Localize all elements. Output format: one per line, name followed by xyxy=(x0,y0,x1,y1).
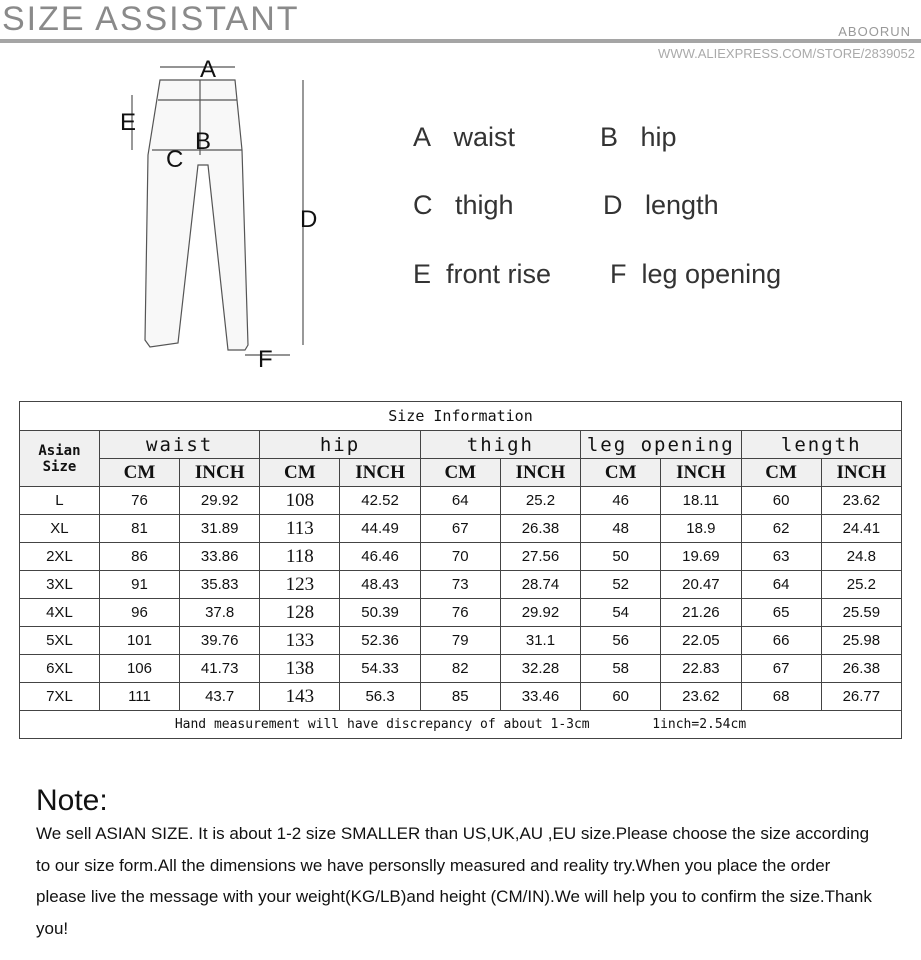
size-cell: L xyxy=(20,487,100,515)
legend-b: B hip xyxy=(600,122,677,152)
value-cell: 33.86 xyxy=(180,543,260,571)
value-cell: 54 xyxy=(581,599,661,627)
value-cell: 85 xyxy=(420,683,500,711)
value-cell: 63 xyxy=(741,543,821,571)
table-row xyxy=(20,515,902,543)
unit-header: INCH xyxy=(661,459,741,487)
value-cell: 50.39 xyxy=(340,599,420,627)
table-row xyxy=(20,655,902,683)
value-cell: 133 xyxy=(260,627,340,655)
value-cell: 35.83 xyxy=(180,571,260,599)
value-cell: 29.92 xyxy=(180,487,260,515)
value-cell: 62 xyxy=(741,515,821,543)
value-cell: 22.05 xyxy=(661,627,741,655)
table-row xyxy=(20,599,902,627)
size-cell: XL xyxy=(20,515,100,543)
unit-header: CM xyxy=(581,459,661,487)
unit-header: INCH xyxy=(500,459,580,487)
value-cell: 67 xyxy=(741,655,821,683)
size-cell: 3XL xyxy=(20,571,100,599)
legend-c: C thigh xyxy=(413,190,514,220)
value-cell: 21.26 xyxy=(661,599,741,627)
brand-name: ABOORUN xyxy=(838,24,911,39)
value-cell: 43.7 xyxy=(180,683,260,711)
value-cell: 26.38 xyxy=(500,515,580,543)
value-cell: 31.89 xyxy=(180,515,260,543)
group-header: thigh xyxy=(420,431,580,459)
value-cell: 91 xyxy=(99,571,179,599)
value-cell: 32.28 xyxy=(500,655,580,683)
header-divider xyxy=(0,39,921,43)
size-cell: 5XL xyxy=(20,627,100,655)
value-cell: 81 xyxy=(99,515,179,543)
value-cell: 46 xyxy=(581,487,661,515)
value-cell: 70 xyxy=(420,543,500,571)
table-row xyxy=(20,683,902,711)
value-cell: 19.69 xyxy=(661,543,741,571)
value-cell: 39.76 xyxy=(180,627,260,655)
value-cell: 24.8 xyxy=(821,543,901,571)
unit-header: INCH xyxy=(821,459,901,487)
unit-header: CM xyxy=(420,459,500,487)
value-cell: 52 xyxy=(581,571,661,599)
table-row xyxy=(20,487,902,515)
diagram-label-d: D xyxy=(300,206,318,233)
value-cell: 22.83 xyxy=(661,655,741,683)
value-cell: 29.92 xyxy=(500,599,580,627)
table-title: Size Information xyxy=(20,402,902,431)
value-cell: 86 xyxy=(99,543,179,571)
size-header: Asian Size xyxy=(20,431,100,487)
value-cell: 60 xyxy=(741,487,821,515)
value-cell: 48.43 xyxy=(340,571,420,599)
value-cell: 23.62 xyxy=(661,683,741,711)
value-cell: 118 xyxy=(260,543,340,571)
diagram-label-a: A xyxy=(200,56,217,83)
value-cell: 68 xyxy=(741,683,821,711)
table-row xyxy=(20,627,902,655)
value-cell: 66 xyxy=(741,627,821,655)
value-cell: 27.56 xyxy=(500,543,580,571)
value-cell: 54.33 xyxy=(340,655,420,683)
group-header: leg opening xyxy=(581,431,741,459)
size-cell: 4XL xyxy=(20,599,100,627)
value-cell: 123 xyxy=(260,571,340,599)
value-cell: 106 xyxy=(99,655,179,683)
value-cell: 25.2 xyxy=(821,571,901,599)
value-cell: 42.52 xyxy=(340,487,420,515)
value-cell: 76 xyxy=(99,487,179,515)
value-cell: 128 xyxy=(260,599,340,627)
value-cell: 108 xyxy=(260,487,340,515)
unit-header: INCH xyxy=(340,459,420,487)
value-cell: 56.3 xyxy=(340,683,420,711)
value-cell: 65 xyxy=(741,599,821,627)
value-cell: 26.77 xyxy=(821,683,901,711)
size-table xyxy=(19,401,902,739)
value-cell: 50 xyxy=(581,543,661,571)
value-cell: 44.49 xyxy=(340,515,420,543)
value-cell: 96 xyxy=(99,599,179,627)
value-cell: 67 xyxy=(420,515,500,543)
group-header: waist xyxy=(99,431,259,459)
value-cell: 111 xyxy=(99,683,179,711)
size-cell: 7XL xyxy=(20,683,100,711)
value-cell: 46.46 xyxy=(340,543,420,571)
value-cell: 25.2 xyxy=(500,487,580,515)
value-cell: 25.59 xyxy=(821,599,901,627)
value-cell: 64 xyxy=(420,487,500,515)
value-cell: 64 xyxy=(741,571,821,599)
diagram-label-e: E xyxy=(120,109,137,136)
legend-a: A waist xyxy=(413,122,516,152)
value-cell: 60 xyxy=(581,683,661,711)
table-row xyxy=(20,571,902,599)
value-cell: 73 xyxy=(420,571,500,599)
value-cell: 37.8 xyxy=(180,599,260,627)
value-cell: 79 xyxy=(420,627,500,655)
size-cell: 6XL xyxy=(20,655,100,683)
value-cell: 41.73 xyxy=(180,655,260,683)
note-text: We sell ASIAN SIZE. It is about 1-2 size SMALLER than US,UK,AU ,EU size.Please choose the size according to our size form.All the dimensions we have personslly measured and reality try.When you place the order please live the message with your weight(KG/LB)and height (CM/IN).We will help you to confirm the size.Thank you! xyxy=(36,824,872,938)
group-header: length xyxy=(741,431,902,459)
value-cell: 26.38 xyxy=(821,655,901,683)
diagram-label-c: C xyxy=(166,146,184,173)
legend-f: F leg opening xyxy=(610,259,782,289)
value-cell: 18.11 xyxy=(661,487,741,515)
value-cell: 113 xyxy=(260,515,340,543)
value-cell: 143 xyxy=(260,683,340,711)
unit-header: CM xyxy=(260,459,340,487)
legend-e: E front rise xyxy=(413,259,552,289)
value-cell: 101 xyxy=(99,627,179,655)
value-cell: 48 xyxy=(581,515,661,543)
value-cell: 23.62 xyxy=(821,487,901,515)
value-cell: 28.74 xyxy=(500,571,580,599)
value-cell: 24.41 xyxy=(821,515,901,543)
value-cell: 52.36 xyxy=(340,627,420,655)
value-cell: 31.1 xyxy=(500,627,580,655)
legend-d: D length xyxy=(603,190,719,220)
table-footer: Hand measurement will have discrepancy of about 1-3cm 1inch=2.54cm xyxy=(20,711,902,739)
unit-header: CM xyxy=(99,459,179,487)
store-url: WWW.ALIEXPRESS.COM/STORE/2839052 xyxy=(658,46,915,61)
size-cell: 2XL xyxy=(20,543,100,571)
value-cell: 33.46 xyxy=(500,683,580,711)
group-header: hip xyxy=(260,431,420,459)
value-cell: 76 xyxy=(420,599,500,627)
value-cell: 58 xyxy=(581,655,661,683)
value-cell: 82 xyxy=(420,655,500,683)
value-cell: 18.9 xyxy=(661,515,741,543)
table-row xyxy=(20,543,902,571)
diagram-label-f: F xyxy=(258,346,273,373)
value-cell: 138 xyxy=(260,655,340,683)
diagram-label-b: B xyxy=(195,128,212,155)
note-heading: Note: xyxy=(36,784,108,817)
value-cell: 56 xyxy=(581,627,661,655)
unit-header: CM xyxy=(741,459,821,487)
unit-header: INCH xyxy=(180,459,260,487)
value-cell: 25.98 xyxy=(821,627,901,655)
page-title: SIZE ASSISTANT xyxy=(2,0,300,38)
value-cell: 20.47 xyxy=(661,571,741,599)
pants-diagram xyxy=(110,55,340,375)
